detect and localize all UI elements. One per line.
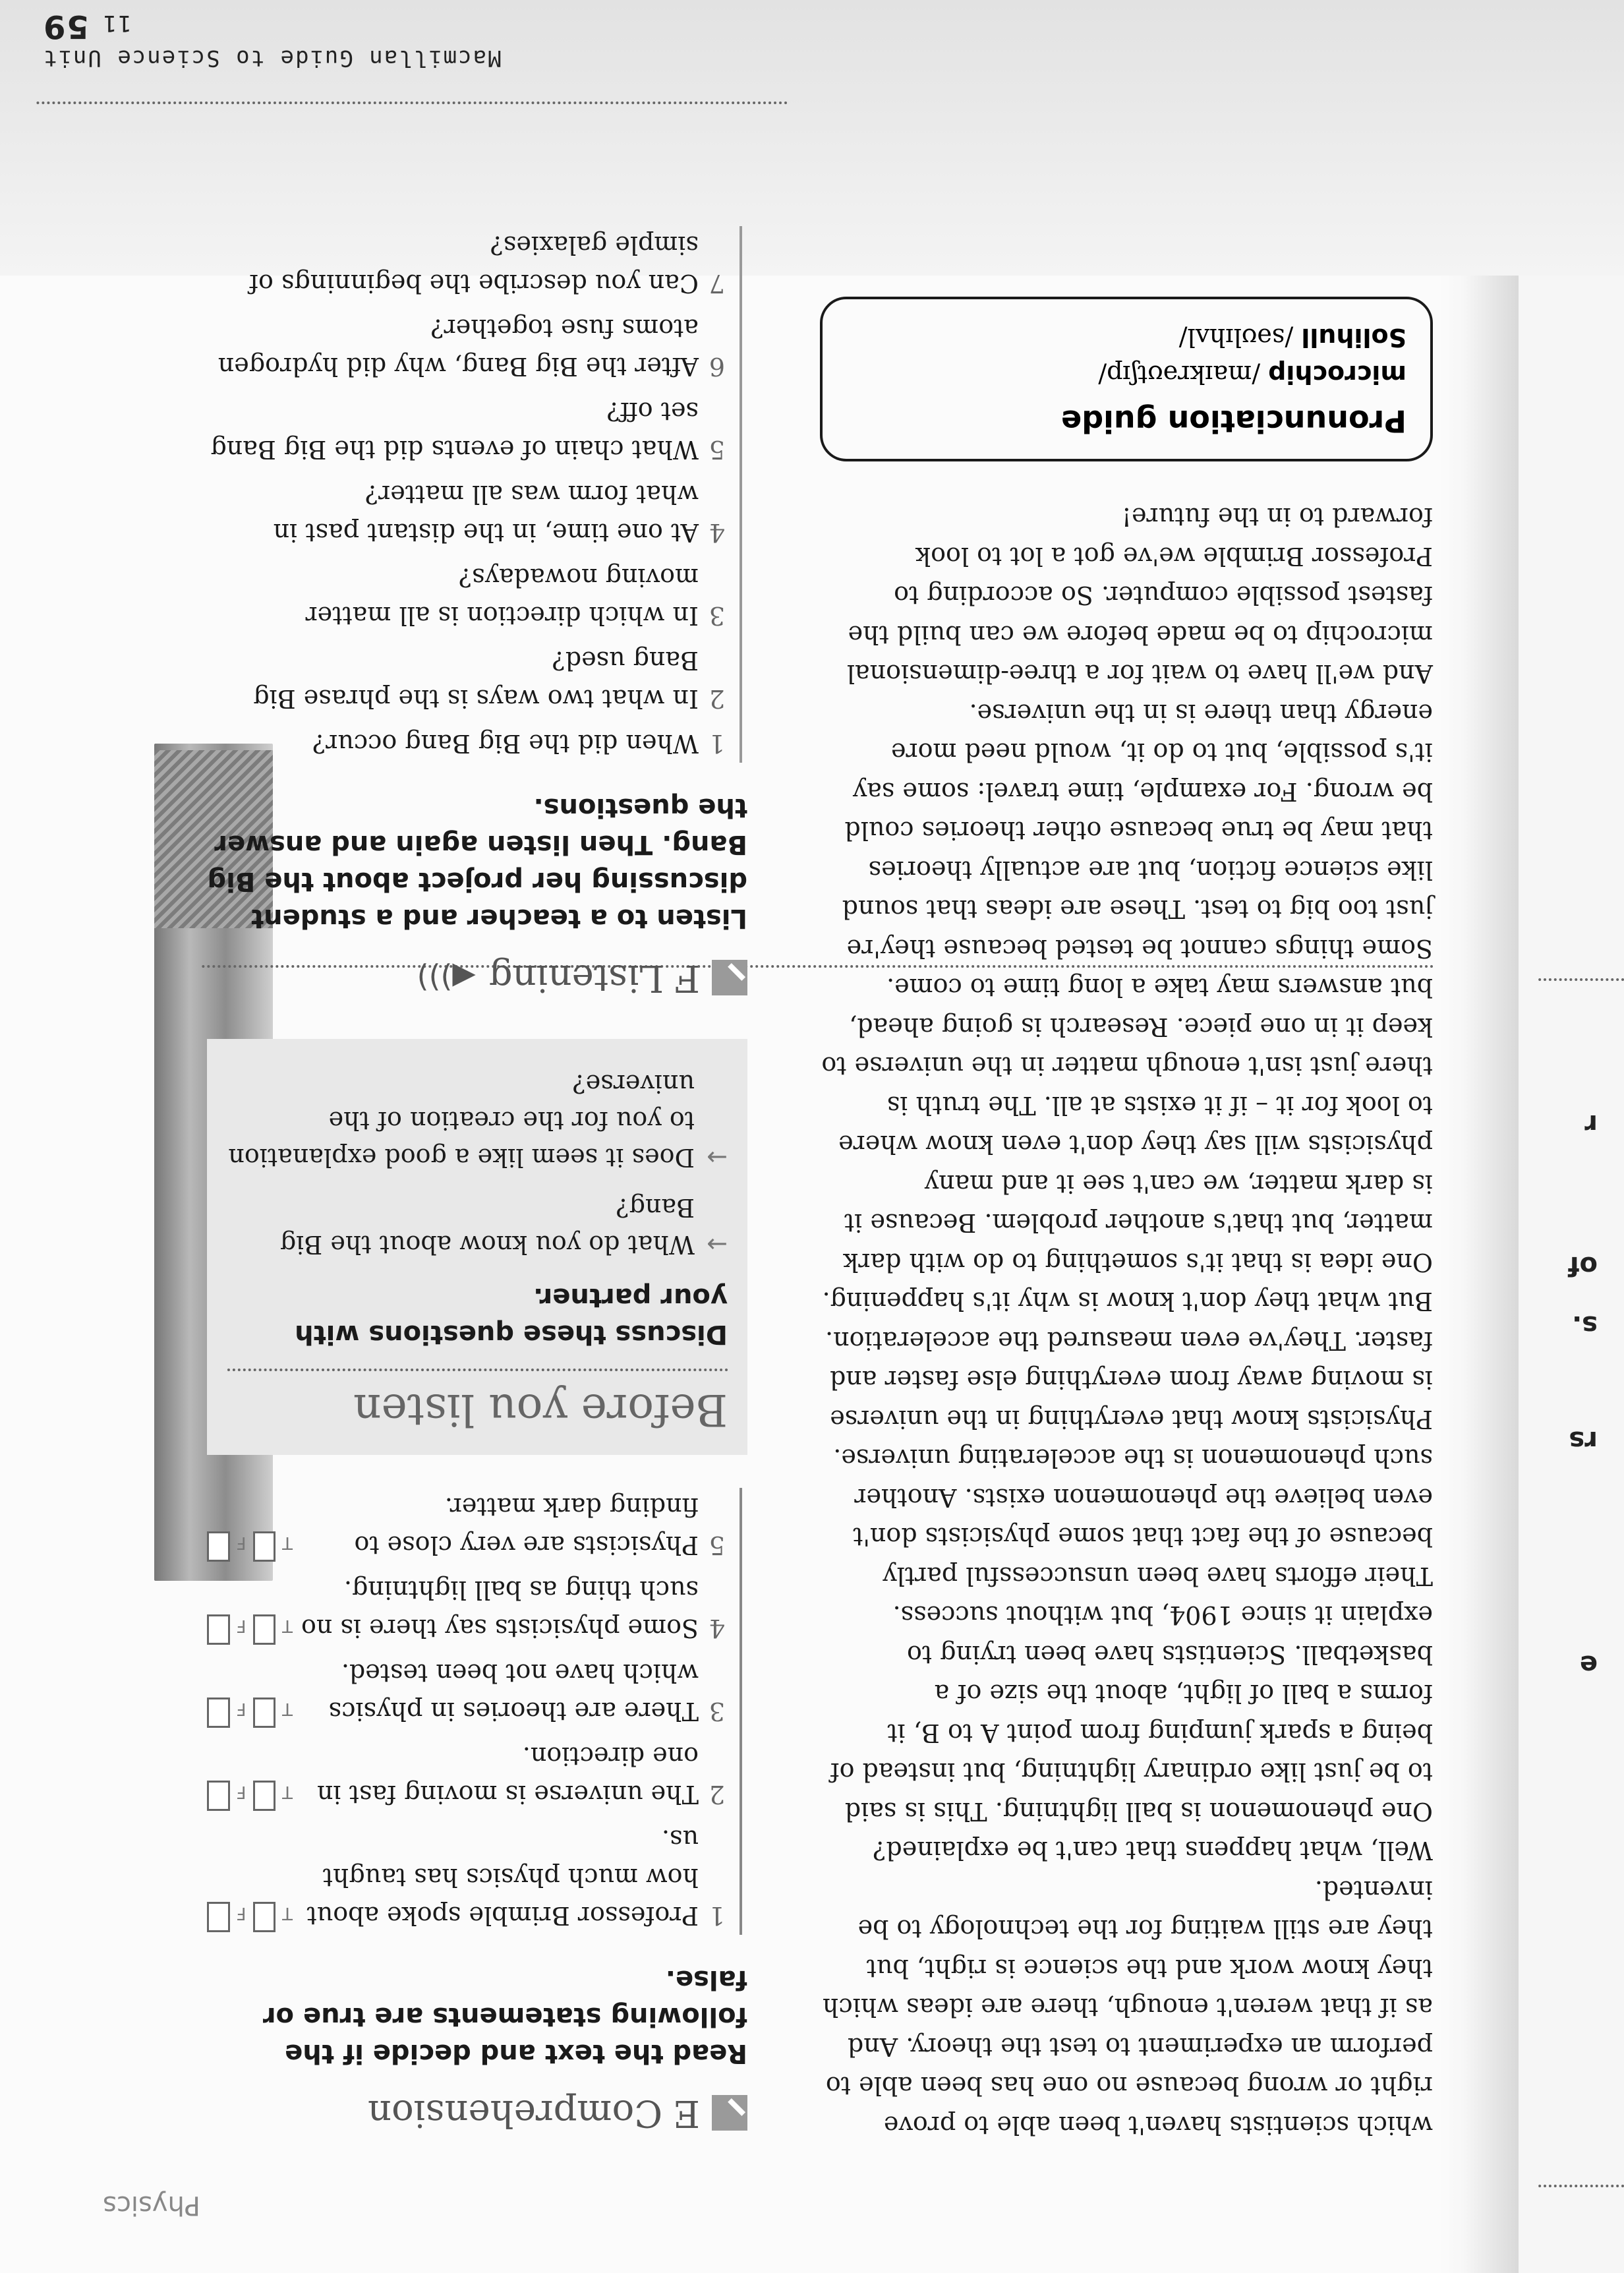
margin-fragment: r — [1584, 1109, 1598, 1139]
statement-item — [207, 1737, 725, 1814]
listening-question-list — [207, 226, 742, 763]
statement-text: Physicists are very close to finding dark matter. — [354, 1492, 699, 1560]
listening-heading — [207, 957, 747, 999]
margin-fragment: e — [1579, 1649, 1598, 1680]
listening-question: 1 When did the Big Bang occur? — [312, 729, 725, 758]
false-checkbox[interactable] — [207, 1531, 230, 1562]
pronunciation-guide-box — [820, 297, 1433, 461]
page-number: 59 — [42, 8, 89, 45]
before-you-listen-title: Before you listen — [353, 1384, 728, 1435]
left-page-dotted-rule — [1538, 2185, 1624, 2187]
statement-text: The universe is moving fast in one direction. — [316, 1742, 699, 1809]
pron-ipa: /səʊlɪhʌl/ — [1178, 323, 1294, 352]
pencil-icon — [712, 960, 747, 996]
margin-fragment: of — [1568, 1251, 1598, 1281]
statement-text: Some physicists say there is no such thing as ball lightning. — [301, 1576, 699, 1643]
true-false-boxes: T F — [207, 1820, 293, 1935]
statement-number: 1 — [709, 1901, 725, 1930]
page-footer — [42, 8, 504, 71]
statement-number: 3 — [709, 1697, 725, 1726]
footer-dotted-rule — [36, 102, 787, 104]
statement-number: 5 — [709, 1531, 725, 1560]
statement-text: There are theories in physics which have not been tested. — [328, 1659, 699, 1726]
true-false-boxes: T F — [207, 1571, 293, 1647]
false-checkbox[interactable] — [207, 1902, 230, 1932]
pronunciation-item — [846, 319, 1406, 356]
listening-question: 2 In what two ways is the phrase Big Bang used? — [253, 646, 725, 713]
section-letter: E — [673, 2092, 700, 2135]
arrow-right-icon: → — [707, 1230, 728, 1259]
false-checkbox[interactable] — [207, 1781, 230, 1811]
true-checkbox[interactable] — [253, 1531, 276, 1562]
true-checkbox[interactable] — [253, 1697, 276, 1728]
exercise-column — [207, 220, 747, 2135]
section-letter: F — [674, 957, 700, 999]
footer-series: Macmillan Guide to Science Unit 11 — [42, 10, 502, 71]
reading-paragraph: Some things cannot be tested because they're just too big to test. These are ideas that sound like science fiction, but are actually theories that may be true because other theories could be wrong. For example, time travel: some say it's possible, but to do it, would need more energy than there is in the universe. — [842, 699, 1433, 963]
statement-text: Professor Brimble spoke about how much physics has taught us. — [306, 1825, 699, 1930]
book-spine-shadow — [1439, 0, 1519, 2273]
listening-question: 5 What chain of events did the Big Bang set off? — [210, 397, 725, 464]
statement-item — [207, 1571, 725, 1647]
before-you-listen-box — [207, 1039, 747, 1455]
before-listen-instruction: Discuss these questions with your partner. — [295, 1282, 728, 1349]
margin-fragment: s. — [1571, 1310, 1598, 1340]
discussion-question: → What do you know about the Big Bang? — [207, 1189, 747, 1263]
pronunciation-item — [846, 356, 1406, 393]
section-title: Comprehension — [367, 2092, 663, 2135]
pron-word: microchip — [1268, 360, 1406, 389]
false-checkbox[interactable] — [207, 1614, 230, 1645]
section-title: Listening — [488, 957, 664, 999]
comprehension-instruction: Read the text and decide if the following statements are true or false. — [262, 1964, 747, 2069]
true-checkbox[interactable] — [253, 1902, 276, 1932]
page-header-subject: Physics — [103, 2190, 200, 2220]
listening-question: 4 At one time, in the distant past in what form was all matter? — [273, 480, 725, 547]
statement-item — [207, 1654, 725, 1730]
discussion-question: → Does it seem like a good explanation to you for the creation of the universe? — [207, 1065, 747, 1176]
true-false-boxes: T F — [207, 1488, 293, 1564]
pron-ipa: /maɪkrəʊtʃɪp/ — [1098, 360, 1261, 389]
arrow-right-icon: → — [707, 1143, 728, 1172]
dotted-divider — [227, 1369, 728, 1371]
true-checkbox[interactable] — [253, 1614, 276, 1645]
statement-item — [207, 1488, 725, 1564]
left-page-dotted-rule — [1538, 978, 1624, 981]
statement-number: 4 — [709, 1614, 725, 1643]
true-checkbox[interactable] — [253, 1781, 276, 1811]
reading-paragraph: Well, what happens that can't be explained? One phenomenon is ball lightning. This is said to be just like ordinary lightning, but instead of being a spark jumping from point A to B, it forms a ball of light, about the size of a basketball. Scientists have been trying to explain it since 1904, but without success. Their efforts have been unsuccessful partly because of the fact that some physicists don't even believe the phenomenon exists. Another such phenomenon is the accelerating universe. Physicists know that everything in the universe is moving away from everything else faster and faster. They've even measured the acceleration. But what they don't know is why it's happening. One idea is that it's something to do with dark matter, but that's another problem. Because it is dark matter, we can't see it and many physicists will say they don't even know where to look for it – if it exists at all. The truth is there just isn't enough matter in the universe to keep it in one piece. Research is going ahead, but answers may take a long time to come. — [821, 973, 1433, 1866]
listening-question: 7 Can you describe the beginnings of simple galaxies? — [248, 231, 725, 298]
listening-question: 3 In which direction is all matter moving nowadays? — [305, 563, 725, 630]
pronunciation-guide-title: Pronunciation guide — [1060, 403, 1406, 439]
reading-column — [820, 297, 1433, 2144]
false-checkbox[interactable] — [207, 1697, 230, 1728]
reading-paragraph: And we'll have to wait for a three-dimensional microchip to be made before we can build the fastest possible computer. So according to Professor Brimble we've got a lot to look forward to in the future! — [846, 502, 1433, 689]
left-page-edge — [1512, 0, 1624, 2273]
reading-paragraph: which scientists haven't been able to prove right or wrong because no one has been able to perform an experiment to test the theory. And as if that weren't enough, there are ideas which they know work and the science is right, but they are still waiting for the technology to be invented. — [823, 1875, 1433, 2140]
true-false-boxes: T F — [207, 1654, 293, 1730]
audio-icon: ◀))) — [417, 960, 476, 996]
pencil-icon — [712, 2096, 747, 2131]
listening-instruction: Listen to a teacher and a student discussing her project about the Big Bang. Then listen again and answer the questions. — [207, 792, 747, 933]
listening-question: 6 After the Big Bang, why did hydrogen atoms fuse together? — [218, 314, 725, 381]
statement-item — [207, 1820, 725, 1935]
comprehension-heading — [207, 2092, 747, 2135]
true-false-list — [207, 1488, 742, 1935]
true-false-boxes: T F — [207, 1737, 293, 1814]
margin-fragment: rs — [1569, 1425, 1598, 1456]
pron-word: Solihull — [1301, 323, 1406, 352]
statement-number: 2 — [709, 1780, 725, 1809]
